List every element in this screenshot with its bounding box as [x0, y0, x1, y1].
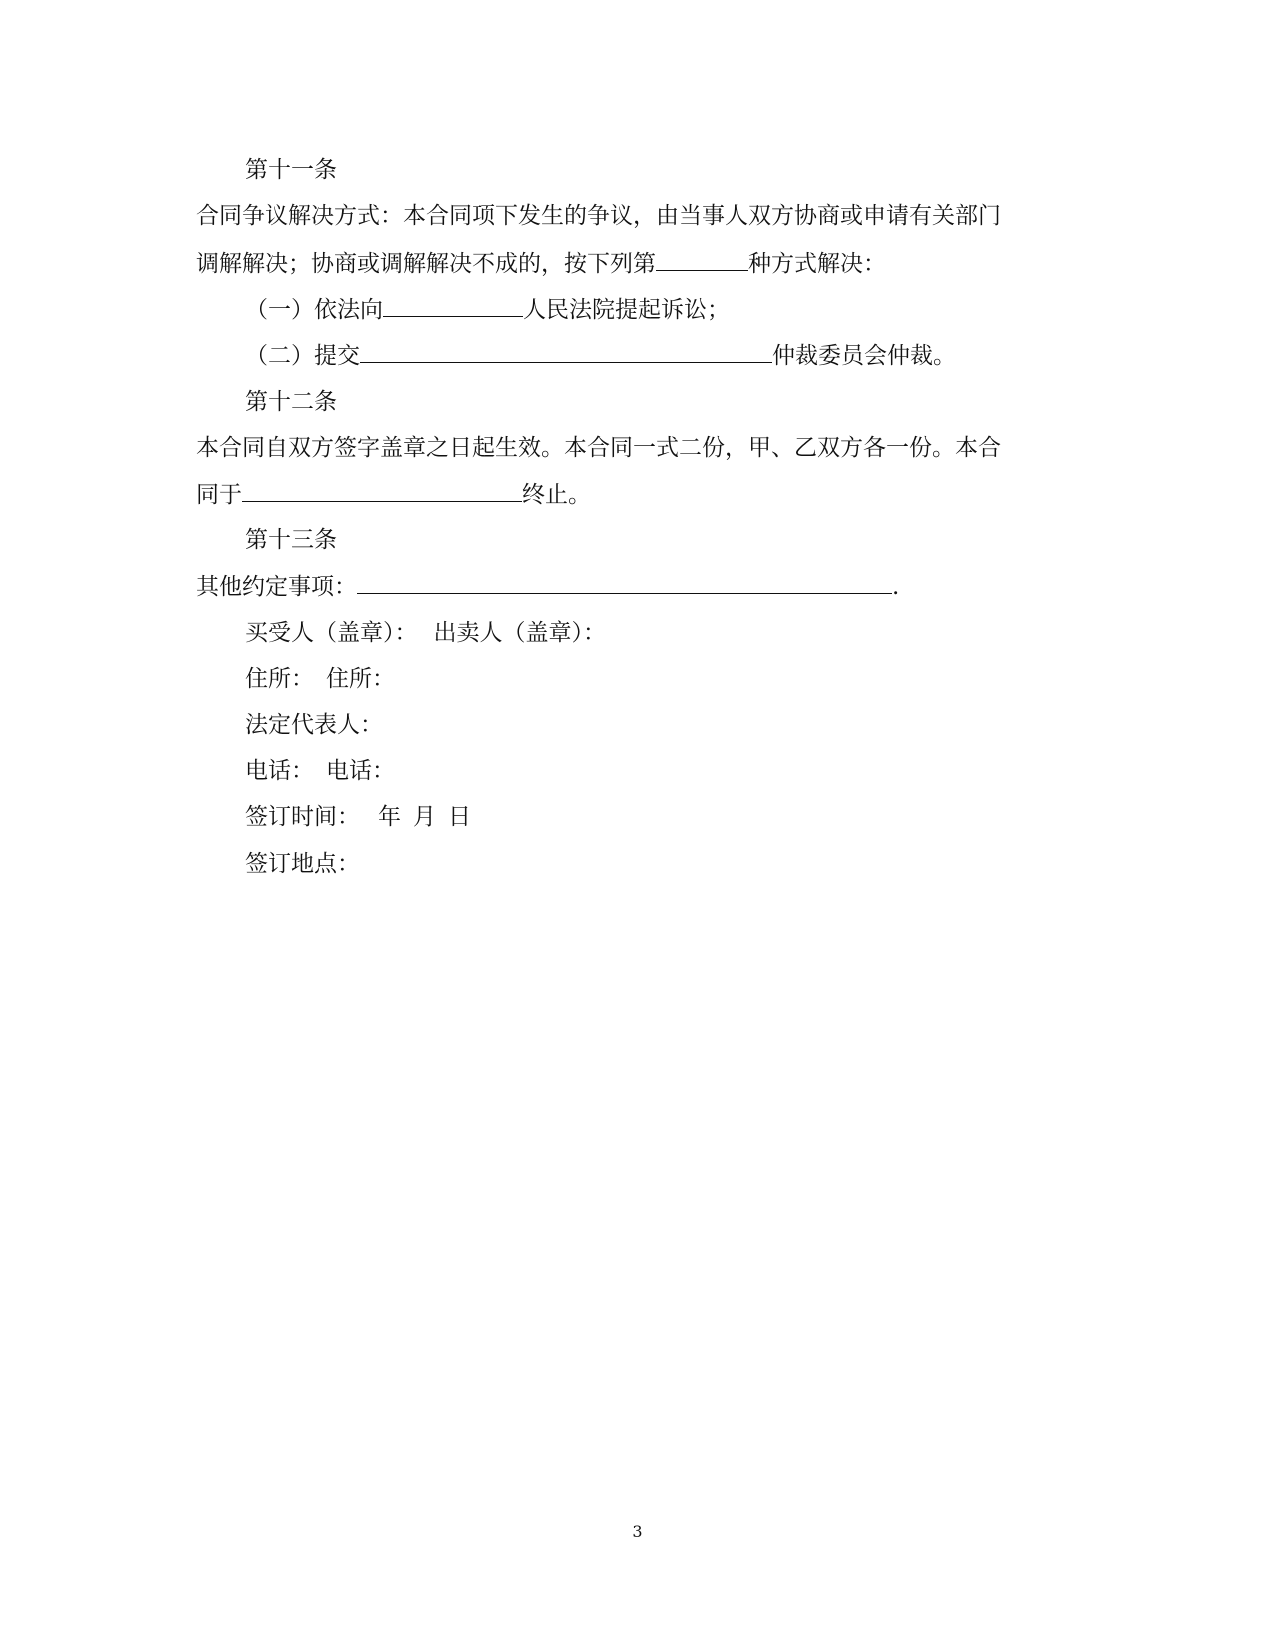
fill-in-blank-other-matters: [357, 571, 892, 594]
article-11-option-1: [245, 294, 730, 325]
text-segment: .: [892, 574, 900, 600]
signing-time-row: [245, 802, 471, 832]
article-11-heading: 第十一条: [245, 157, 337, 183]
signing-time-label: 签订时间：: [245, 804, 360, 830]
buyer-address-label: 住所：: [245, 666, 314, 692]
signing-place-label: 签订地点：: [245, 851, 360, 877]
signature-parties-row: [245, 618, 606, 648]
text-segment: 同于: [196, 482, 242, 508]
article-11-option-2: [245, 340, 956, 371]
seller-phone-label: 电话：: [326, 758, 395, 784]
article-13-other-matters: [196, 571, 899, 602]
month-label: 月: [413, 804, 436, 830]
fill-in-blank-termination-date: [242, 479, 522, 502]
buyer-seal-label: 买受人（盖章）：: [245, 620, 418, 646]
article-11-paragraph-line-1: 合同争议解决方式：本合同项下发生的争议，由当事人双方协商或申请有关部门: [196, 203, 1001, 229]
article-11-paragraph-line-2: [196, 248, 886, 279]
article-13-heading: 第十三条: [245, 527, 337, 553]
text-segment: 人民法院提起诉讼；: [523, 297, 730, 323]
seller-seal-label: 出卖人（盖章）：: [433, 620, 606, 646]
text-segment: 终止。: [522, 482, 591, 508]
seller-address-label: 住所：: [326, 666, 395, 692]
fill-in-blank-court: [383, 294, 523, 317]
day-label: 日: [448, 804, 471, 830]
text-segment: 仲裁委员会仲裁。: [772, 343, 956, 369]
page-number: 3: [632, 1522, 643, 1541]
text-segment: 其他约定事项：: [196, 574, 357, 600]
text-segment: （一）依法向: [245, 297, 383, 323]
fill-in-blank-arbitration-committee: [360, 340, 772, 363]
article-12-paragraph-line-1: 本合同自双方签字盖章之日起生效。本合同一式二份，甲、乙双方各一份。本合: [196, 435, 1001, 461]
text-segment: 种方式解决：: [748, 251, 886, 277]
address-row: [245, 664, 395, 694]
phone-row: [245, 756, 395, 786]
text-segment: 调解解决；协商或调解解决不成的，按下列第: [196, 251, 656, 277]
buyer-phone-label: 电话：: [245, 758, 314, 784]
article-12-heading: 第十二条: [245, 389, 337, 415]
legal-representative-label: 法定代表人：: [245, 712, 383, 738]
fill-in-blank-method-number: [656, 248, 748, 271]
article-12-paragraph-line-2: [196, 479, 591, 510]
text-segment: （二）提交: [245, 343, 360, 369]
year-label: 年: [378, 804, 401, 830]
